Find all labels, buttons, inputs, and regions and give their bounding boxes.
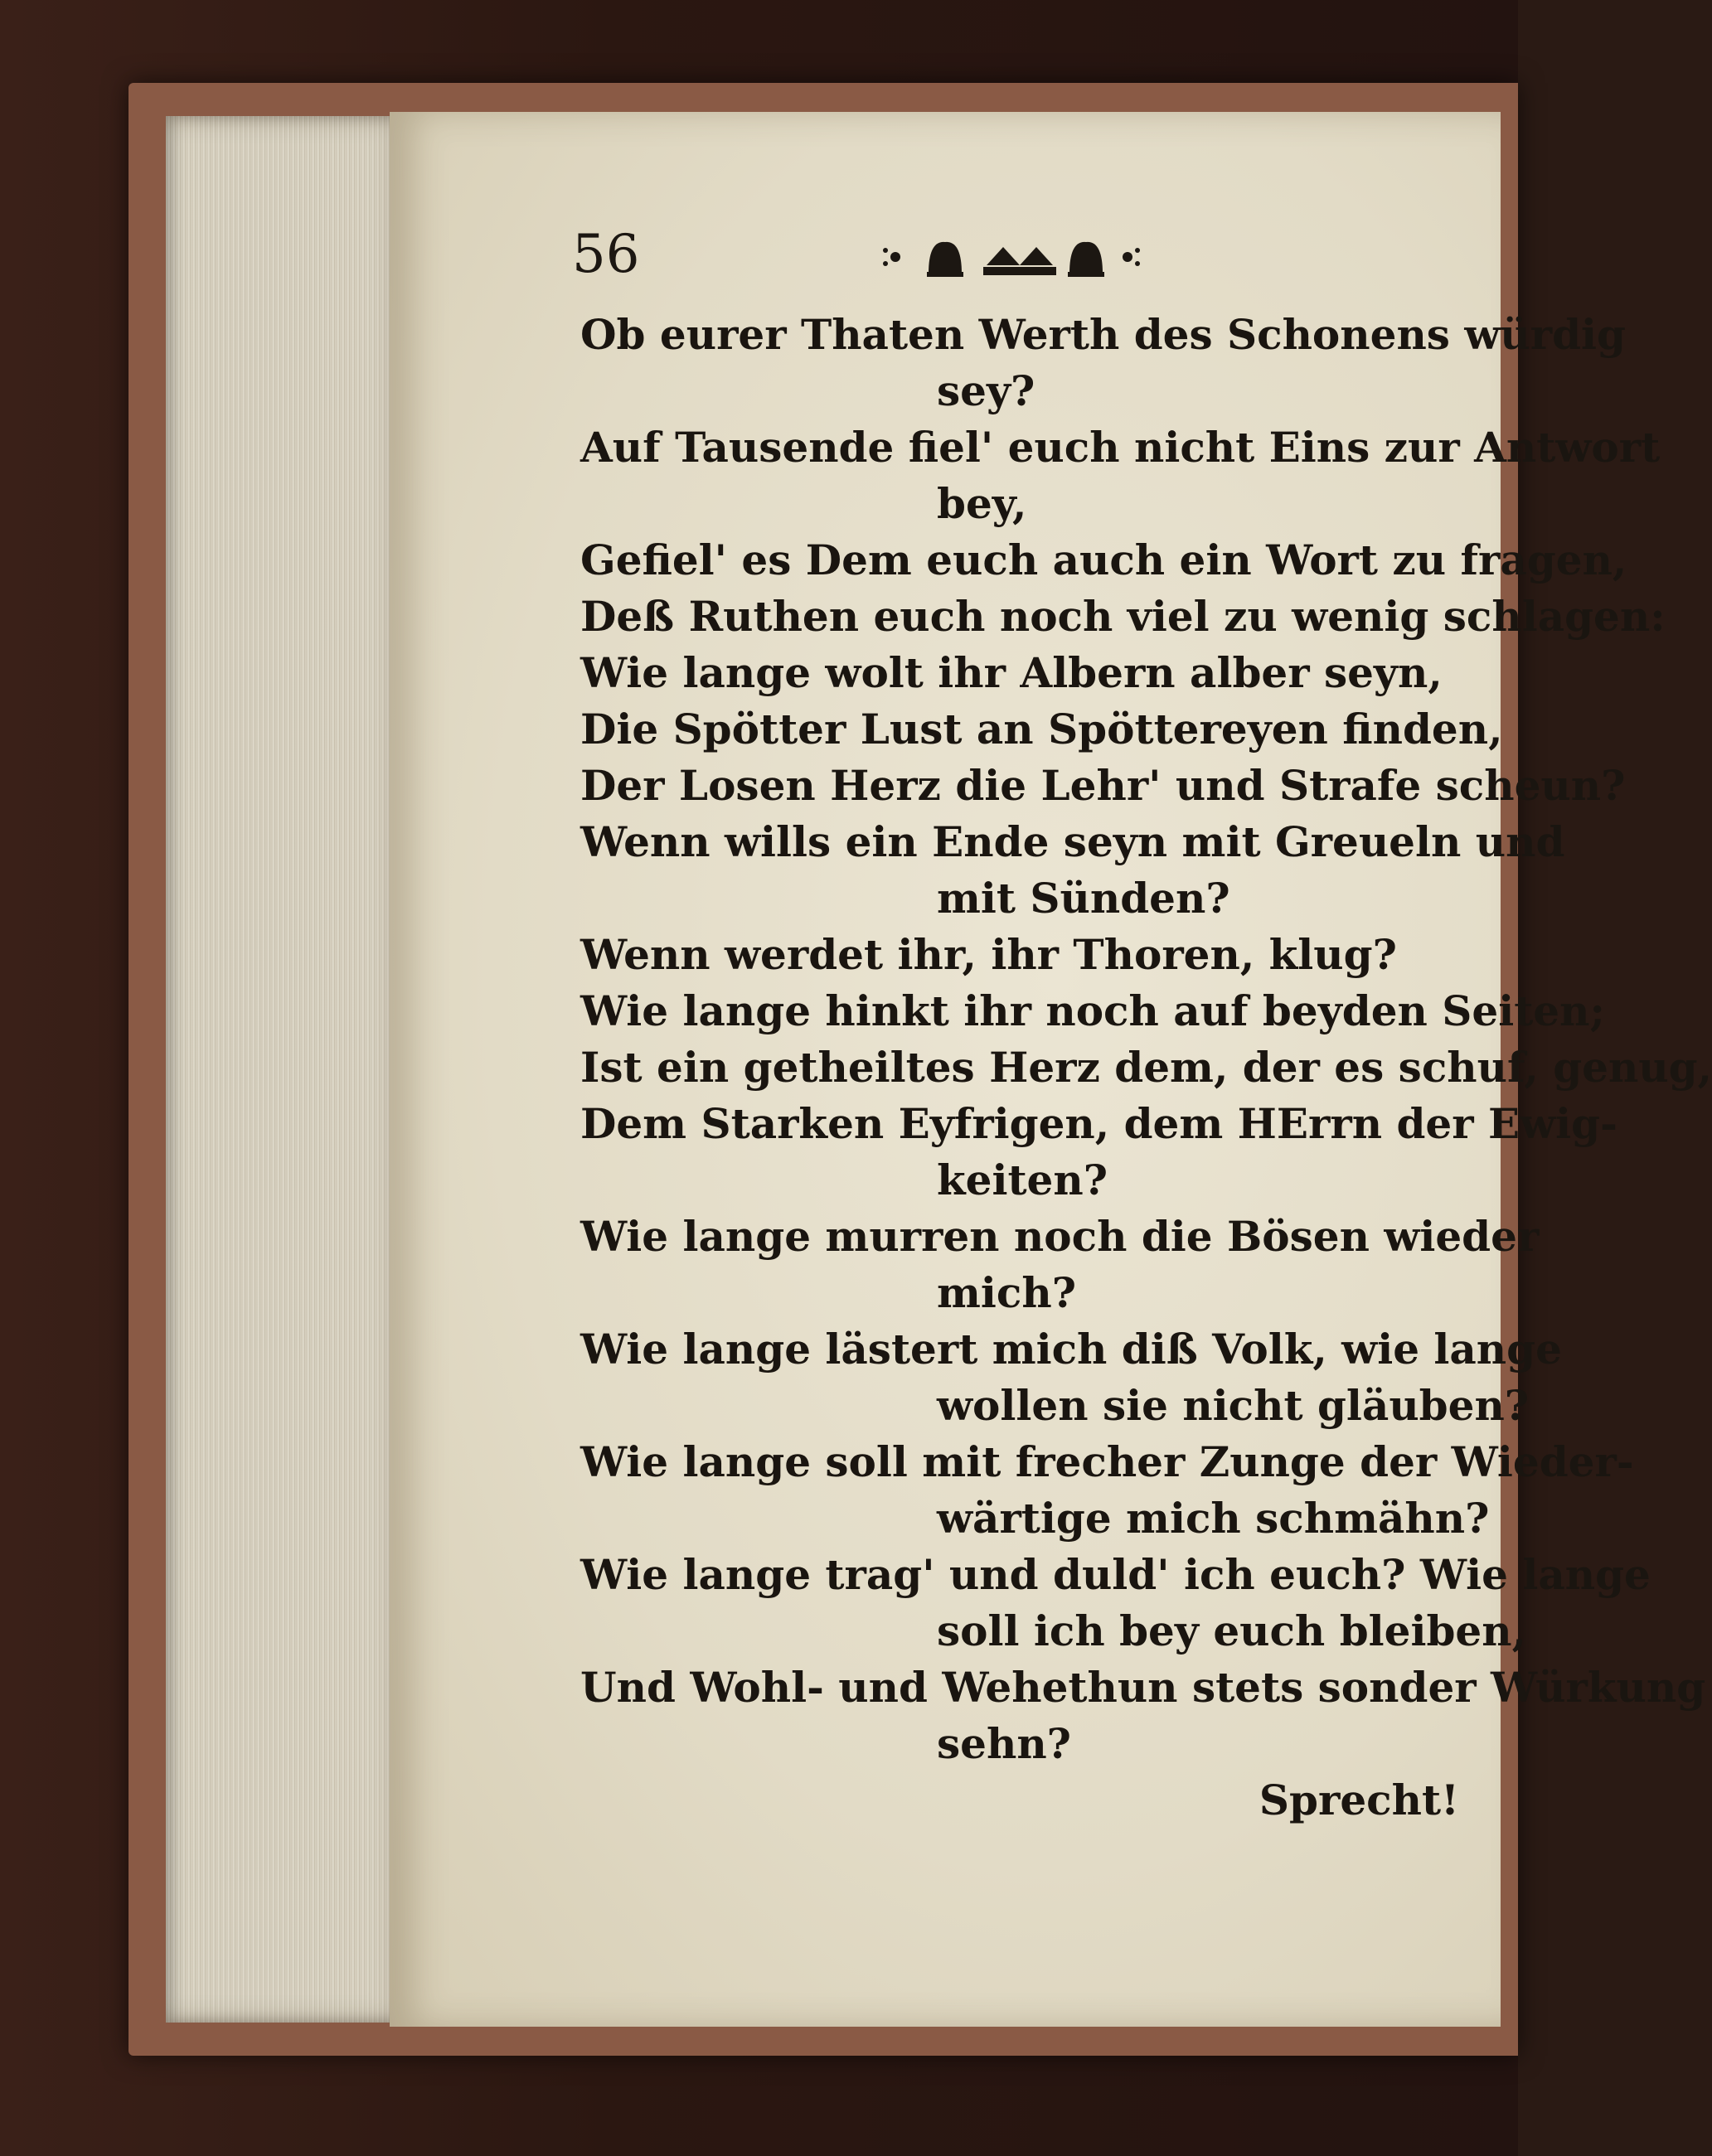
text-line: bey, <box>937 479 1027 528</box>
text-line: Wie lange trag' und duld' ich euch? Wie lange <box>580 1550 1651 1599</box>
text-line: Dem Starken Eyfrigen, dem HErrn der Ewig- <box>580 1099 1617 1148</box>
text-line: keiten? <box>937 1156 1108 1204</box>
page-edges <box>166 116 415 2023</box>
text-line: sey? <box>937 366 1035 415</box>
text-line: Die Spötter Lust an Spöttereyen finden, <box>580 705 1503 753</box>
running-head <box>572 224 1169 290</box>
text-line: soll ich bey euch bleiben, <box>937 1606 1526 1655</box>
text-line: Wie lange murren noch die Bösen wieder <box>580 1212 1540 1261</box>
page-number: 56 <box>572 224 640 285</box>
text-line: wollen sie nicht gläuben? <box>937 1381 1530 1430</box>
text-line: Der Losen Herz die Lehr' und Strafe scheun? <box>580 761 1626 810</box>
text-line: Wie lange wolt ihr Albern alber seyn, <box>580 648 1443 697</box>
text-line: Ist ein getheiltes Herz dem, der es schuf, genug, <box>580 1043 1712 1092</box>
text-line: Deß Ruthen euch noch viel zu wenig schlagen: <box>580 592 1666 641</box>
text-line: Wie lange hinkt ihr noch auf beyden Seiten; <box>580 986 1605 1035</box>
text-line: Ob eurer Thaten Werth des Schonens würdig <box>580 310 1627 359</box>
text-line: Wie lange soll mit frecher Zunge der Wieder- <box>580 1437 1634 1486</box>
text-line: sehn? <box>937 1719 1071 1768</box>
text-line: Gefiel' es Dem euch auch ein Wort zu fragen, <box>580 535 1627 584</box>
text-line: mich? <box>937 1268 1076 1317</box>
ornament-icon <box>879 232 1144 282</box>
text-line: Auf Tausende fiel' euch nicht Eins zur Antwort <box>580 423 1661 472</box>
text-line: Und Wohl- und Wehethun stets sonder Würkung <box>580 1663 1706 1712</box>
text-line: Wie lange lästert mich diß Volk, wie lange <box>580 1325 1562 1374</box>
text-line: wärtige mich schmähn? <box>937 1494 1490 1543</box>
text-line: mit Sünden? <box>937 874 1230 923</box>
verse-text <box>580 307 1712 1829</box>
catchword: Sprecht! <box>1259 1776 1459 1824</box>
text-line: Wenn werdet ihr, ihr Thoren, klug? <box>580 930 1397 979</box>
text-line: Wenn wills ein Ende seyn mit Greueln und <box>580 817 1565 866</box>
